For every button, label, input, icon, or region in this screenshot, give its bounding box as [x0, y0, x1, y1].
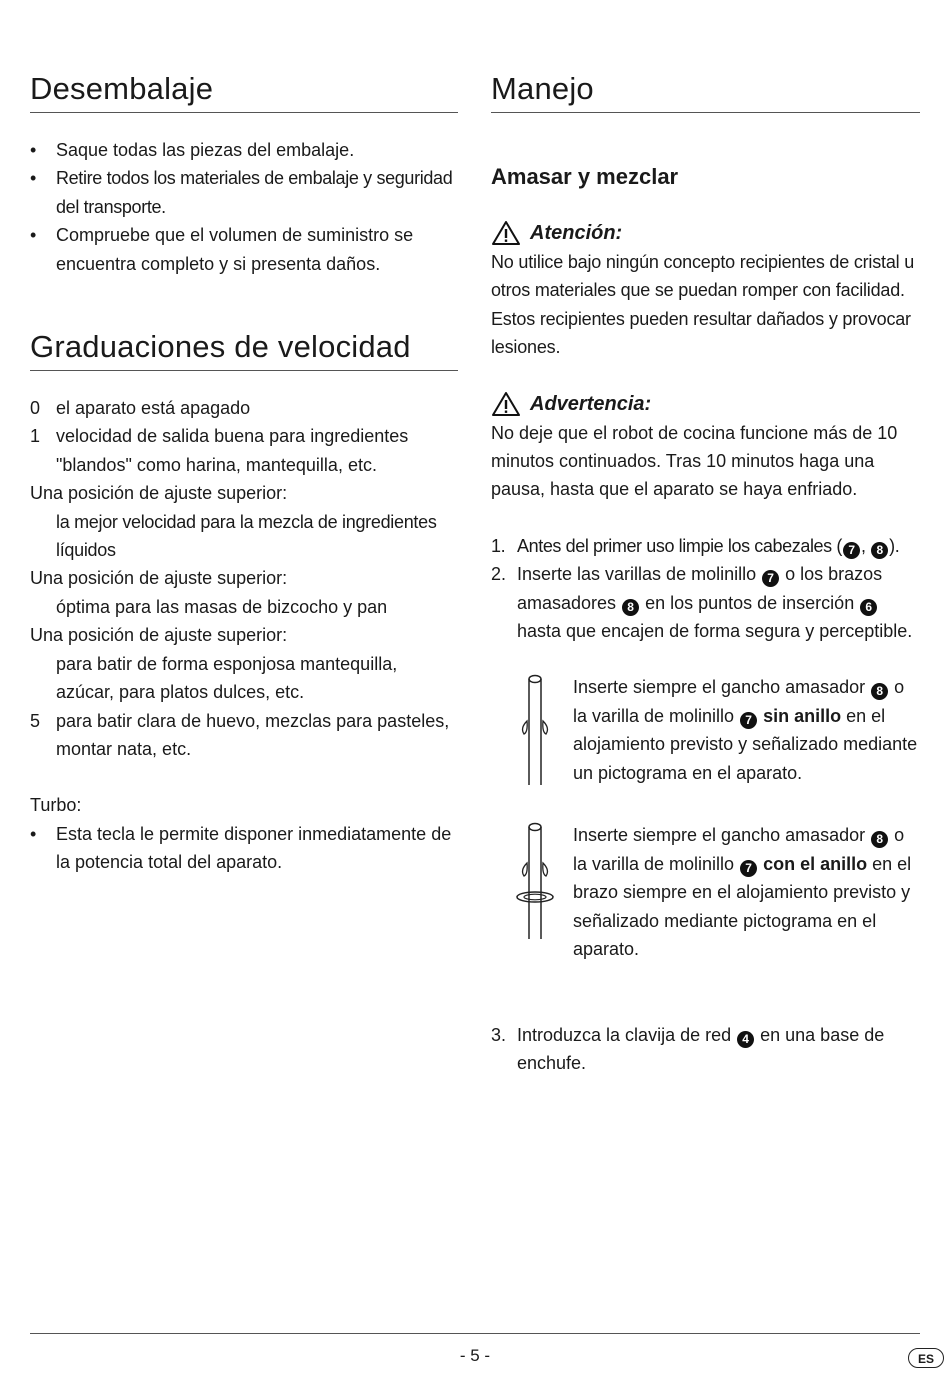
- attention-heading: Atención:: [491, 218, 920, 248]
- step-1: 1. Antes del primer uso limpie los cabezales ( 7 , 8 ).: [491, 535, 900, 557]
- footer-divider: [30, 1333, 920, 1334]
- speed-group-text: la mejor velocidad para la mezcla de ingredientes líquidos: [56, 511, 437, 561]
- whisk-without-ring-figure: [491, 673, 573, 793]
- speed-group-heading: Una posición de ajuste superior:: [30, 568, 288, 589]
- unpack-title: Desembalaje: [30, 70, 458, 113]
- callout-7-icon: 7: [762, 570, 779, 587]
- language-badge: ES: [908, 1348, 944, 1368]
- right-column: [491, 0, 920, 1077]
- list-item: • Esta tecla le permite disponer inmediatamente de la potencia total del aparato.: [30, 823, 452, 873]
- step-2: 2. Inserte las varillas de molinillo 7 o los brazos amasadores 8 en los puntos de inserción 6 hasta que encajen de forma segura y perceptible.: [491, 564, 913, 642]
- callout-8-icon: 8: [871, 831, 888, 848]
- warning-heading: Advertencia:: [491, 389, 920, 419]
- step-3: 3. Introduzca la clavija de red 4 en una base de enchufe.: [491, 1024, 885, 1073]
- callout-8-icon: 8: [622, 599, 639, 616]
- speeds-list: [30, 394, 458, 763]
- speed-group-heading: Una posición de ajuste superior:: [30, 625, 288, 646]
- warning-text: No deje que el robot de cocina funcione más de 10 minutos continuados. Tras 10 minutos haga una pausa, hasta que el aparato se haya enfriado.: [491, 422, 898, 500]
- whisk-without-ring-text: Inserte siempre el gancho amasador 8 o la varilla de molinillo 7 sin anillo en el alojamiento previsto y señalizado mediante un pictograma en el aparato.: [573, 677, 918, 783]
- callout-8-icon: 8: [871, 683, 888, 700]
- speed-group-text: óptima para las masas de bizcocho y pan: [56, 596, 388, 617]
- callout-7-icon: 7: [740, 712, 757, 729]
- speed-group-text: para batir de forma esponjosa mantequilla, azúcar, para platos dulces, etc.: [56, 653, 398, 703]
- list-item: 1 velocidad de salida buena para ingredientes "blandos" como harina, mantequilla, etc.: [30, 426, 409, 475]
- turbo-label: Turbo:: [30, 795, 82, 816]
- callout-4-icon: 4: [737, 1031, 754, 1048]
- callout-7-icon: 7: [740, 860, 757, 877]
- left-column: [30, 0, 458, 877]
- list-item: • Retire todos los materiales de embalaje y seguridad del transporte.: [30, 168, 453, 217]
- warning-triangle-icon: [491, 220, 521, 246]
- operation-title: Manejo: [491, 70, 920, 113]
- warning-triangle-icon: [491, 391, 521, 417]
- whisk-with-ring-figure: [491, 821, 573, 963]
- list-item: • Saque todas las piezas del embalaje.: [30, 140, 355, 160]
- callout-8-icon: 8: [871, 542, 888, 559]
- list-item: • Compruebe que el volumen de suministro se encuentra completo y si presenta daños.: [30, 225, 414, 274]
- whisk-with-ring-block: [491, 821, 920, 963]
- list-item: 0 el aparato está apagado: [30, 398, 251, 419]
- whisk-rod-ring-icon: [491, 821, 573, 941]
- speed-group-heading: Una posición de ajuste superior:: [30, 483, 288, 504]
- attention-text: No utilice bajo ningún concepto recipientes de cristal u otros materiales que se puedan romper con facilidad. Estos recipientes pueden resultar dañados y provocar lesiones.: [491, 252, 915, 358]
- callout-6-icon: 6: [860, 599, 877, 616]
- page-number: - 5 -: [459, 1346, 491, 1365]
- whisk-without-ring-block: [491, 673, 920, 793]
- section-subtitle: Amasar y mezclar: [491, 164, 679, 189]
- whisk-rod-icon: [491, 673, 573, 788]
- callout-7-icon: 7: [843, 542, 860, 559]
- whisk-with-ring-text: Inserte siempre el gancho amasador 8 o la varilla de molinillo 7 con el anillo en el brazo siempre en el alojamiento previsto y señalizado mediante pictograma en el aparato.: [573, 825, 912, 960]
- unpack-list: [30, 136, 458, 278]
- speeds-title: Graduaciones de velocidad: [30, 328, 458, 371]
- list-item: 5 para batir clara de huevo, mezclas para pasteles, montar nata, etc.: [30, 710, 450, 759]
